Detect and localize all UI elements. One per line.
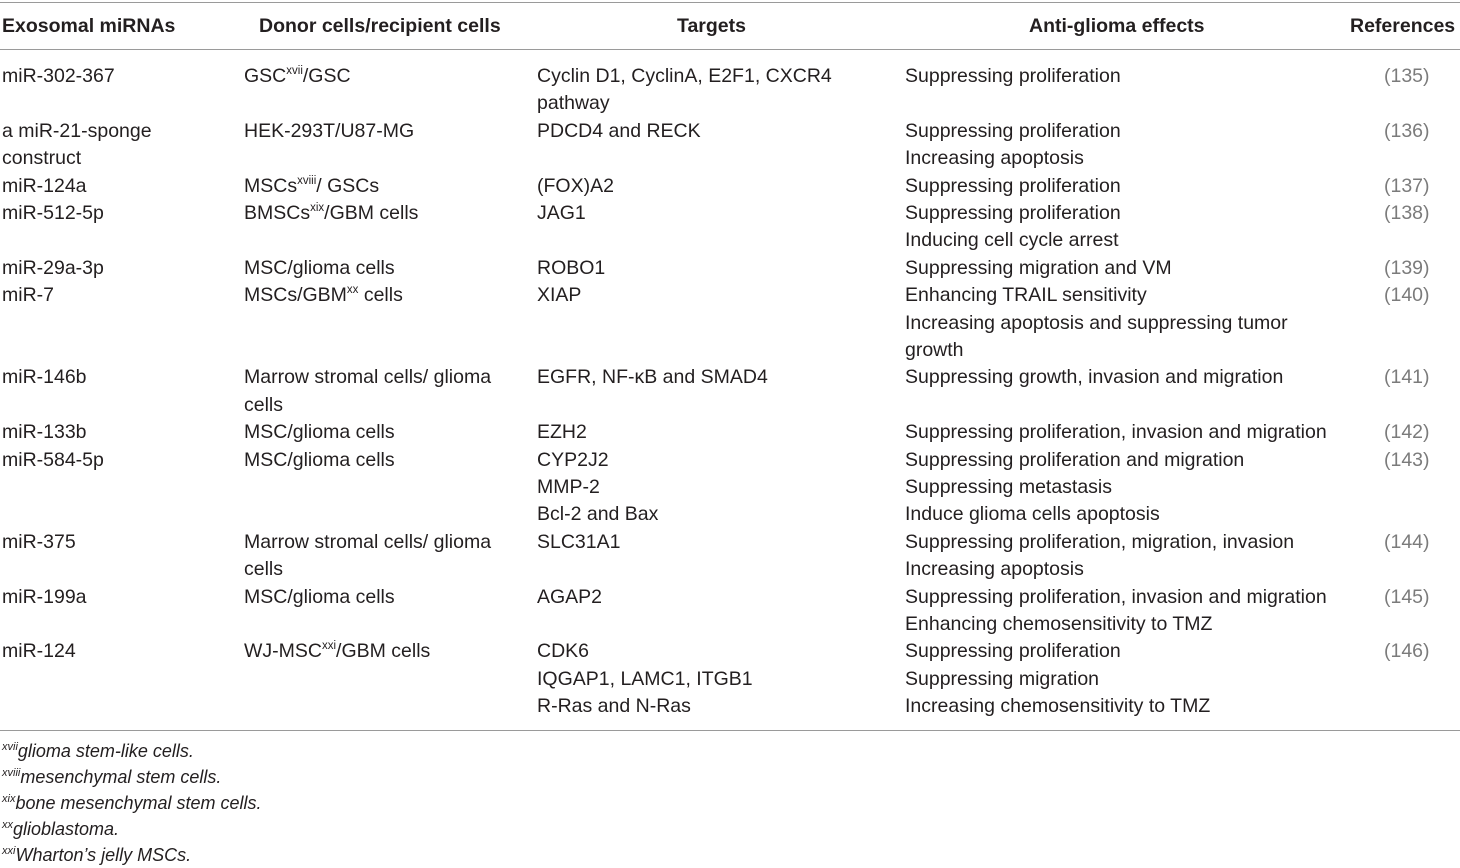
effects-cell-line: Enhancing chemosensitivity to TMZ: [905, 613, 1213, 635]
targets-cell: [537, 584, 887, 611]
effects-cell: [905, 63, 1345, 90]
donor-recipient-text: WJ-MSC: [244, 640, 322, 663]
mirna-cell-line: construct: [2, 147, 82, 170]
donor-recipient-line: [244, 556, 514, 583]
targets-cell: [537, 255, 887, 282]
footnote-marker: xix: [2, 793, 16, 805]
donor-recipient-text: MSC/glioma cells: [244, 421, 395, 444]
donor-recipient-line: [244, 447, 514, 474]
donor-recipient-text: cells: [244, 393, 284, 416]
reference-link[interactable]: (136): [1384, 119, 1430, 142]
donor-recipient-text: Marrow stromal cells/ glioma: [244, 530, 492, 553]
effects-cell-line: Increasing apoptosis: [905, 147, 1084, 170]
targets-cell-line: AGAP2: [537, 585, 603, 608]
mirna-cell: [2, 447, 232, 474]
donor-recipient-line: [244, 529, 514, 556]
targets-cell-line: Cyclin D1, CyclinA, E2F1, CXCR4: [537, 65, 832, 87]
targets-cell-line: pathway: [537, 92, 610, 115]
donor-recipient-text: cells: [358, 284, 403, 307]
footnote-marker: xx: [2, 819, 13, 831]
donor-recipient-text: BMSCs: [244, 202, 311, 224]
donor-recipient-line: [244, 638, 514, 665]
effects-cell-line: Suppressing growth, invasion and migration: [905, 366, 1284, 389]
effects-cell-line: Suppressing proliferation, invasion and migration: [905, 585, 1327, 608]
effects-cell-line: Suppressing metastasis: [905, 476, 1113, 498]
effects-cell-line: Increasing apoptosis: [905, 558, 1084, 581]
targets-cell-line: EZH2: [537, 421, 587, 444]
mirna-cell-line: miR-199a: [2, 585, 87, 608]
donor-recipient-line: [244, 419, 514, 446]
donor-recipient-text: MSC/glioma cells: [244, 585, 395, 608]
effects-cell: [905, 447, 1345, 529]
mirna-cell: [2, 364, 232, 391]
mirna-cell: [2, 529, 232, 556]
donor-recipient-cell: [244, 447, 514, 474]
donor-recipient-text: /GSC: [302, 65, 351, 87]
targets-cell-line: CYP2J2: [537, 448, 609, 471]
effects-cell: [905, 584, 1345, 639]
targets-cell-line: ROBO1: [537, 256, 606, 279]
footnote-text: glioma stem-like cells.: [17, 741, 194, 761]
reference-link[interactable]: (138): [1384, 202, 1430, 224]
targets-cell: [537, 364, 887, 391]
targets-cell: [537, 118, 887, 145]
donor-recipient-line: [244, 364, 514, 391]
effects-cell: [905, 255, 1345, 282]
donor-recipient-text: MSCs/GBM: [244, 284, 347, 307]
mirna-cell-line: miR-29a-3p: [2, 256, 104, 279]
targets-cell: [537, 638, 887, 720]
effects-cell: [905, 173, 1345, 200]
footnote-text: glioblastoma.: [13, 819, 120, 839]
effects-cell-line: Increasing chemosensitivity to TMZ: [905, 695, 1211, 718]
header-exosomal-mirnas: Exosomal miRNAs: [2, 15, 176, 37]
donor-recipient-text: /GBM cells: [324, 202, 419, 224]
mirna-cell: [2, 200, 232, 227]
reference-link[interactable]: (135): [1384, 65, 1430, 87]
effects-cell-line: Increasing apoptosis and suppressing tumor: [905, 311, 1288, 334]
header-references: References: [1350, 15, 1456, 37]
reference-link[interactable]: (137): [1384, 174, 1430, 197]
header-anti-glioma-effects: Anti-glioma effects: [1029, 15, 1205, 37]
footnote-marker: xx: [346, 284, 359, 297]
donor-recipient-text: MSC/glioma cells: [244, 256, 395, 279]
mirna-cell: [2, 638, 232, 665]
effects-cell: [905, 282, 1345, 364]
donor-recipient-text: Marrow stromal cells/ glioma: [244, 366, 492, 389]
footnote-marker: xvii: [286, 65, 303, 77]
targets-cell: [537, 447, 887, 529]
donor-recipient-cell: [244, 529, 514, 584]
effects-cell-line: Suppressing proliferation and migration: [905, 448, 1245, 471]
table-bottom-rule: [0, 730, 1460, 731]
reference-link[interactable]: (139): [1384, 256, 1430, 279]
targets-cell: [537, 173, 887, 200]
footnote-marker: xix: [310, 202, 325, 214]
donor-recipient-cell: [244, 419, 514, 446]
mirna-cell-line: miR-133b: [2, 421, 87, 444]
donor-recipient-cell: [244, 118, 514, 145]
effects-cell-line: growth: [905, 339, 964, 361]
donor-recipient-cell: [244, 282, 514, 309]
donor-recipient-text: cells: [244, 558, 284, 581]
table-header-rule: [0, 49, 1460, 50]
donor-recipient-cell: [244, 638, 514, 665]
effects-cell: [905, 118, 1345, 173]
targets-cell-line: XIAP: [537, 284, 582, 307]
footnote-marker: xviii: [2, 767, 21, 779]
donor-recipient-line: [244, 392, 514, 419]
footnote-marker: xxi: [321, 640, 337, 653]
donor-recipient-line: [244, 584, 514, 611]
effects-cell-line: Induce glioma cells apoptosis: [905, 503, 1160, 526]
donor-recipient-line: [244, 200, 514, 227]
donor-recipient-cell: [244, 173, 514, 200]
mirna-cell-line: miR-124a: [2, 174, 87, 197]
donor-recipient-text: /GBM cells: [336, 640, 431, 663]
reference-link[interactable]: (146): [1384, 640, 1430, 663]
targets-cell: [537, 63, 887, 118]
mirna-cell: [2, 255, 232, 282]
effects-cell: [905, 364, 1345, 391]
header-targets: Targets: [677, 15, 746, 37]
effects-cell-line: Suppressing proliferation: [905, 174, 1121, 197]
mirna-cell-line: miR-584-5p: [2, 448, 104, 471]
header-donor-recipient-cells: Donor cells/recipient cells: [259, 15, 501, 37]
effects-cell-line: Inducing cell cycle arrest: [905, 229, 1119, 252]
mirna-cell-line: a miR-21-sponge: [2, 119, 152, 142]
donor-recipient-text: HEK-293T/U87-MG: [244, 119, 415, 142]
footnote-text: bone mesenchymal stem cells.: [15, 793, 262, 813]
effects-cell: [905, 529, 1345, 584]
targets-cell-line: SLC31A1: [537, 530, 621, 553]
donor-recipient-line: [244, 173, 514, 200]
mirna-cell-line: miR-124: [2, 640, 76, 663]
effects-cell: [905, 419, 1345, 446]
table-top-rule: [0, 2, 1460, 3]
mirna-cell: [2, 63, 232, 90]
donor-recipient-line: [244, 282, 514, 309]
mirna-cell: [2, 584, 232, 611]
donor-recipient-cell: [244, 364, 514, 419]
mirna-cell-line: miR-146b: [2, 366, 87, 389]
effects-cell: [905, 200, 1345, 255]
mirna-cell-line: miR-512-5p: [2, 202, 104, 224]
donor-recipient-line: [244, 118, 514, 145]
targets-cell-line: IQGAP1, LAMC1, ITGB1: [537, 667, 753, 690]
donor-recipient-cell: [244, 200, 514, 227]
targets-cell-line: R-Ras and N-Ras: [537, 695, 691, 718]
mirna-cell-line: miR-375: [2, 530, 76, 553]
donor-recipient-text: GSC: [244, 65, 287, 87]
effects-cell-line: Suppressing proliferation: [905, 65, 1121, 87]
footnote: [2, 790, 262, 816]
targets-cell-line: (FOX)A2: [537, 174, 614, 197]
donor-recipient-cell: [244, 63, 514, 90]
targets-cell: [537, 419, 887, 446]
mirna-cell: [2, 419, 232, 446]
donor-recipient-text: / GSCs: [316, 174, 380, 197]
reference-link[interactable]: (143): [1384, 448, 1430, 471]
effects-cell-line: Suppressing proliferation: [905, 119, 1121, 142]
reference-link[interactable]: (141): [1384, 366, 1430, 389]
targets-cell: [537, 529, 887, 556]
footnote-text: Wharton’s jelly MSCs.: [15, 845, 192, 865]
donor-recipient-line: [244, 255, 514, 282]
footnote: [2, 842, 191, 868]
targets-cell-line: JAG1: [537, 202, 586, 224]
donor-recipient-text: MSC/glioma cells: [244, 448, 395, 471]
donor-recipient-cell: [244, 584, 514, 611]
footnote-marker: xvii: [2, 741, 18, 753]
footnote-marker: xviii: [297, 174, 317, 187]
mirna-cell: [2, 282, 232, 309]
targets-cell: [537, 282, 887, 309]
footnote: [2, 816, 119, 842]
targets-cell-line: MMP-2: [537, 476, 600, 498]
effects-cell: [905, 638, 1345, 720]
targets-cell-line: Bcl-2 and Bax: [537, 503, 659, 526]
effects-cell-line: Suppressing migration: [905, 667, 1100, 690]
mirna-cell-line: miR-7: [2, 284, 54, 307]
targets-cell-line: CDK6: [537, 640, 590, 663]
effects-cell-line: Enhancing TRAIL sensitivity: [905, 284, 1147, 307]
effects-cell-line: Suppressing proliferation: [905, 202, 1121, 224]
donor-recipient-line: [244, 63, 514, 90]
targets-cell-line: EGFR, NF-κB and SMAD4: [537, 366, 768, 389]
mirna-cell: [2, 173, 232, 200]
targets-cell: [537, 200, 887, 227]
footnote-marker: xxi: [2, 845, 16, 857]
targets-cell-line: PDCD4 and RECK: [537, 119, 701, 142]
donor-recipient-cell: [244, 255, 514, 282]
footnote-text: mesenchymal stem cells.: [20, 767, 222, 787]
effects-cell-line: Suppressing proliferation: [905, 640, 1121, 663]
mirna-cell-line: miR-302-367: [2, 65, 115, 87]
reference-link[interactable]: (140): [1384, 284, 1430, 307]
mirna-cell: [2, 118, 232, 173]
reference-link[interactable]: (144): [1384, 530, 1430, 553]
footnote: [2, 738, 194, 764]
effects-cell-line: Suppressing proliferation, invasion and migration: [905, 421, 1327, 444]
effects-cell-line: Suppressing migration and VM: [905, 256, 1172, 279]
reference-link[interactable]: (142): [1384, 421, 1430, 444]
footnote: [2, 764, 221, 790]
donor-recipient-text: MSCs: [244, 174, 298, 197]
reference-link[interactable]: (145): [1384, 585, 1430, 608]
effects-cell-line: Suppressing proliferation, migration, invasion: [905, 530, 1295, 553]
